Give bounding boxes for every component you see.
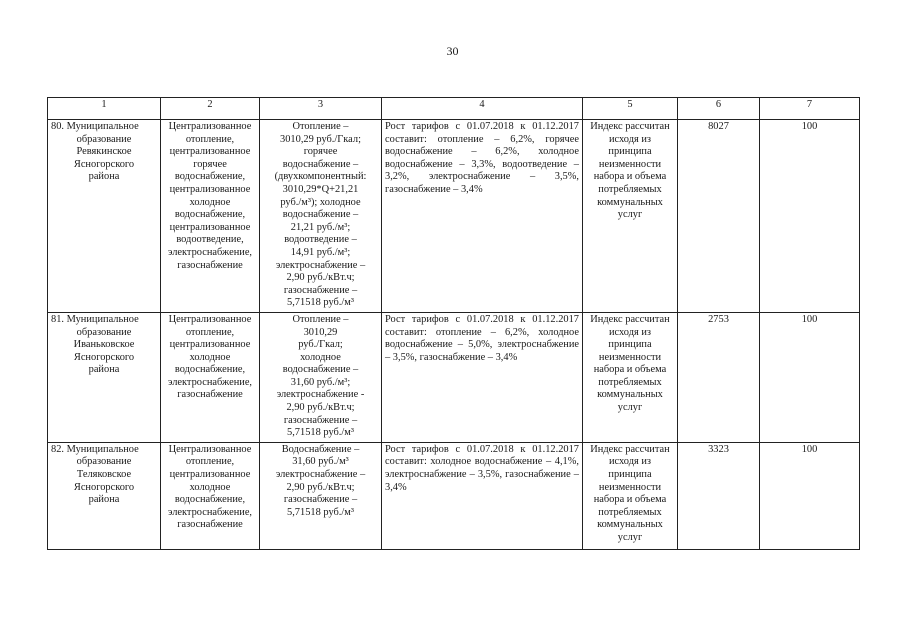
header-col-5: 5	[583, 98, 678, 120]
index-cell-line: коммунальных	[597, 196, 663, 208]
tariffs-cell-line: 2,90 руб./кВт.ч;	[286, 481, 355, 493]
services-cell-line: отопление,	[185, 133, 235, 145]
index-cell-line: Индекс рассчитан	[590, 443, 670, 455]
municipality-line: Ясногорского	[73, 481, 135, 493]
tariffs-cell-line: электроснабжение –	[275, 259, 366, 271]
growth-cell: Рост тарифов с 01.07.2018 к 01.12.2017 составит: отопление – 6,2%, горячее водоснабжение – 6,2%, холодное водоснабжение – 3,3%, водоотведение – 3,2%, электроснабжение – 3,5%, газоснабжение – 3,4%	[382, 120, 583, 313]
tariffs-cell-line: Отопление –	[292, 313, 349, 325]
municipality-line: Теляковское	[76, 469, 132, 481]
row-number: 82. Муниципальное	[51, 443, 139, 455]
tariffs-cell-line: холодное	[300, 351, 341, 363]
municipality-line: района	[88, 364, 120, 376]
municipality-line: Иваньковское	[73, 339, 135, 351]
services-cell-line: водоснабжение,	[174, 171, 246, 183]
header-col-7: 7	[760, 98, 860, 120]
services-cell-line: газоснабжение	[177, 259, 243, 271]
tariffs-cell-line: 31,60 руб./м³	[292, 456, 349, 468]
value-col-6: 8027	[678, 120, 760, 313]
services-cell	[161, 312, 260, 442]
header-col-1: 1	[48, 98, 161, 120]
tariffs-cell-line: электроснабжение –	[275, 469, 366, 481]
tariffs-cell-line: 14,91 руб./м³;	[290, 246, 351, 258]
tariffs-cell-line: водоснабжение –	[282, 364, 359, 376]
tariffs-cell-line: 5,71518 руб./м³	[287, 427, 354, 439]
tariffs-cell-line: 3010,29 руб./Гкал;	[280, 133, 361, 145]
index-cell-line: принципа	[608, 339, 652, 351]
index-cell-line: принципа	[608, 469, 652, 481]
tariffs-cell-line: водоснабжение –	[282, 209, 359, 221]
tariffs-cell-line: 3010,29	[303, 326, 338, 338]
index-cell-line: набора и объема	[593, 364, 667, 376]
municipality-line: образование	[76, 326, 132, 338]
services-cell-line: водоотведение,	[176, 234, 244, 246]
services-cell-line: отопление,	[185, 326, 235, 338]
table-row	[48, 120, 860, 313]
index-cell-line: коммунальных	[597, 519, 663, 531]
header-row	[48, 98, 860, 120]
services-cell-line: водоснабжение,	[174, 364, 246, 376]
row-number: 80. Муниципальное	[51, 121, 139, 132]
municipality-line: Ясногорского	[73, 158, 135, 170]
services-cell-line: электроснабжение,	[167, 246, 253, 258]
tariffs-cell-line: руб./Гкал;	[298, 339, 343, 351]
municipality-line: Ясногорского	[73, 351, 135, 363]
municipality-cell	[48, 442, 161, 549]
tariffs-cell-line: 31,60 руб./м³;	[290, 376, 351, 388]
index-cell-line: услуг	[617, 209, 643, 221]
tariffs-cell-line: 5,71518 руб./м³	[287, 506, 354, 518]
tariffs-cell-line: электроснабжение -	[276, 389, 365, 401]
index-cell-line: набора и объема	[593, 171, 667, 183]
index-cell-line: исходя из	[608, 456, 652, 468]
growth-cell: Рост тарифов с 01.07.2018 к 01.12.2017 составит: холодное водоснабжение – 4,1%, электроснабжение – 3,5%, газоснабжение – 3,4%	[382, 442, 583, 549]
services-cell-line: централизованное	[169, 469, 251, 481]
tariffs-cell-line: водоотведение –	[284, 234, 357, 246]
table-row	[48, 312, 860, 442]
page-number: 30	[446, 44, 459, 58]
municipality-line: района	[88, 171, 120, 183]
index-cell-line: Индекс рассчитан	[590, 121, 670, 132]
services-cell-line: Централизованное	[168, 313, 252, 325]
index-cell-line: неизменности	[598, 481, 662, 493]
index-cell-line: исходя из	[608, 133, 652, 145]
index-cell-line: исходя из	[608, 326, 652, 338]
tariffs-cell-line: 21,21 руб./м³;	[290, 221, 351, 233]
index-cell-line: услуг	[617, 402, 643, 414]
tariffs-cell-line: 2,90 руб./кВт.ч;	[286, 402, 355, 414]
index-cell-line: неизменности	[598, 158, 662, 170]
services-cell-line: холодное	[189, 481, 231, 493]
table-row	[48, 442, 860, 549]
services-cell-line: централизованное	[169, 183, 251, 195]
services-cell-line: централизованное	[169, 146, 251, 158]
value-col-7: 100	[760, 120, 860, 313]
services-cell-line: отопление,	[185, 456, 235, 468]
tariffs-cell	[260, 312, 382, 442]
tariffs-cell-line: 5,71518 руб./м³	[287, 297, 354, 309]
services-cell-line: водоснабжение,	[174, 209, 246, 221]
tariffs-cell-line: Водоснабжение –	[281, 443, 360, 455]
services-cell-line: горячее	[193, 158, 227, 170]
index-cell	[583, 120, 678, 313]
index-cell	[583, 442, 678, 549]
municipality-line: района	[88, 494, 120, 506]
municipality-line: Ревякинское	[76, 146, 132, 158]
tariff-table	[47, 97, 860, 550]
services-cell	[161, 442, 260, 549]
header-col-3: 3	[260, 98, 382, 120]
services-cell-line: электроснабжение,	[167, 376, 253, 388]
tariffs-cell-line: руб./м³); холодное	[280, 196, 361, 208]
services-cell-line: электроснабжение,	[167, 506, 253, 518]
tariffs-cell-line: (двухкомпонентный:	[274, 171, 367, 183]
tariffs-cell-line: газоснабжение –	[283, 494, 358, 506]
services-cell-line: водоснабжение,	[174, 494, 246, 506]
index-cell-line: принципа	[608, 146, 652, 158]
header-col-6: 6	[678, 98, 760, 120]
index-cell-line: потребляемых	[598, 183, 662, 195]
tariffs-cell-line: 3010,29*Q+21,21	[282, 183, 359, 195]
index-cell-line: потребляемых	[598, 376, 662, 388]
value-col-6: 2753	[678, 312, 760, 442]
tariffs-cell-line: газоснабжение –	[283, 414, 358, 426]
services-cell-line: централизованное	[169, 221, 251, 233]
municipality-line: образование	[76, 133, 132, 145]
row-number: 81. Муниципальное	[51, 313, 139, 325]
tariffs-cell-line: 2,90 руб./кВт.ч;	[286, 272, 355, 284]
index-cell	[583, 312, 678, 442]
index-cell-line: неизменности	[598, 351, 662, 363]
tariffs-cell-line: горячее	[303, 146, 338, 158]
services-cell-line: холодное	[189, 351, 231, 363]
value-col-7: 100	[760, 312, 860, 442]
municipality-cell	[48, 312, 161, 442]
services-cell	[161, 120, 260, 313]
tariffs-cell-line: газоснабжение –	[283, 284, 358, 296]
municipality-cell	[48, 120, 161, 313]
index-cell-line: коммунальных	[597, 389, 663, 401]
tariffs-cell	[260, 442, 382, 549]
index-cell-line: Индекс рассчитан	[590, 313, 670, 325]
value-col-7: 100	[760, 442, 860, 549]
header-col-4: 4	[382, 98, 583, 120]
services-cell-line: холодное	[189, 196, 231, 208]
header-col-2: 2	[161, 98, 260, 120]
services-cell-line: Централизованное	[168, 121, 252, 132]
services-cell-line: газоснабжение	[177, 519, 243, 531]
tariffs-cell-line: водоснабжение –	[282, 158, 359, 170]
value-col-6: 3323	[678, 442, 760, 549]
tariffs-cell-line: Отопление –	[292, 121, 349, 132]
index-cell-line: набора и объема	[593, 494, 667, 506]
index-cell-line: потребляемых	[598, 506, 662, 518]
services-cell-line: централизованное	[169, 339, 251, 351]
municipality-line: образование	[76, 456, 132, 468]
services-cell-line: газоснабжение	[177, 389, 243, 401]
growth-cell: Рост тарифов с 01.07.2018 к 01.12.2017 составит: отопление – 6,2%, холодное водоснабжение – 5,0%, электроснабжение – 3,5%, газоснабжение – 3,4%	[382, 312, 583, 442]
services-cell-line: Централизованное	[168, 443, 252, 455]
index-cell-line: услуг	[617, 532, 643, 543]
tariffs-cell	[260, 120, 382, 313]
